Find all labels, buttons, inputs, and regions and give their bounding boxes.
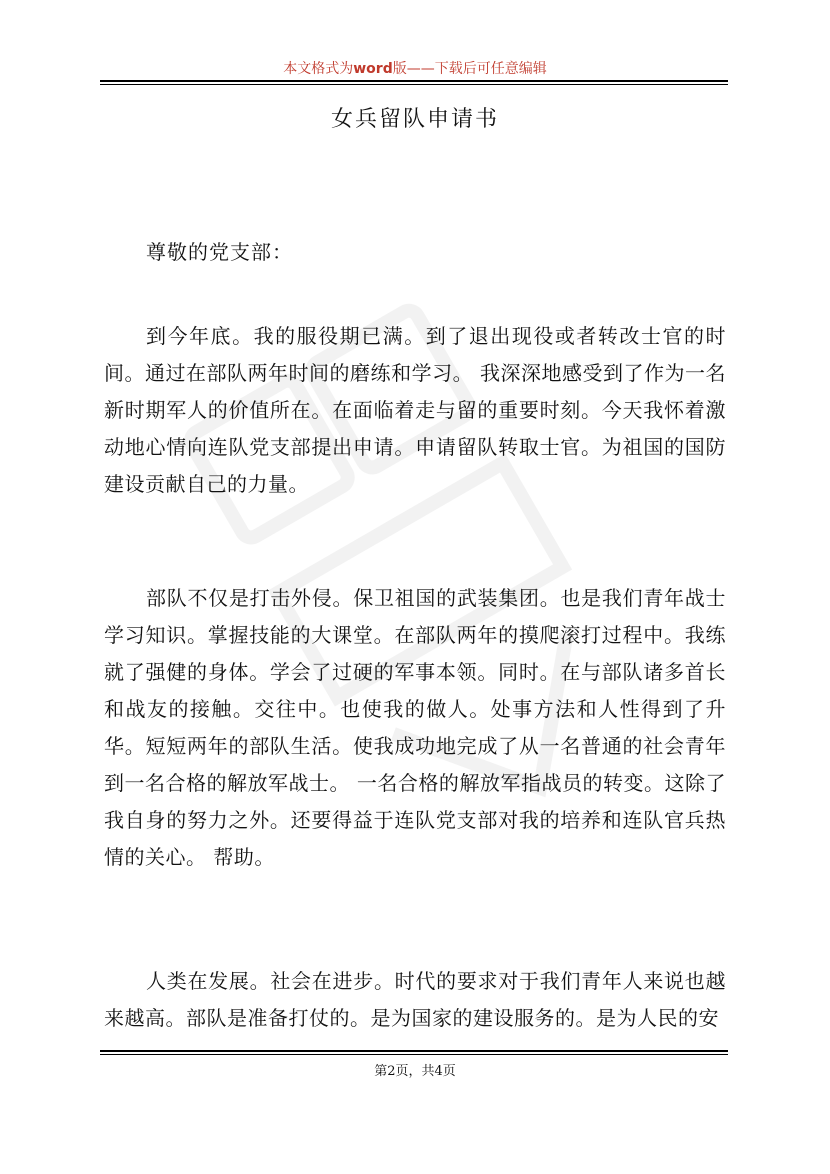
header-note-bold: word [353, 61, 393, 77]
paragraph-3: 人类在发展。社会在进步。时代的要求对于我们青年人来说也越来越高。部队是准备打仗的。是为国家的建设服务的。是为人民的安 [104, 969, 726, 1030]
header-note-suffix: 版——下载后可任意编辑 [392, 61, 547, 77]
salutation: 尊敬的党支部： [146, 240, 293, 264]
paragraph-1: 到今年底。我的服役期已满。到了退出现役或者转改士官的时间。通过在部队两年时间的磨练和学习。 我深深地感受到了作为一名新时期军人的价值所在。在面临着走与留的重要时刻。今天我怀着激动地心情向连队党支部提出申请。申请留队转取士官。为祖国的国防建设贡献自己的力量。 [104, 324, 726, 496]
document-title: 女兵留队申请书 [330, 107, 499, 132]
header-note-prefix: 本文格式为 [283, 61, 354, 77]
footer-rule [100, 1050, 728, 1052]
paragraph-2: 部队不仅是打击外侵。保卫祖国的武装集团。也是我们青年战士学习知识。掌握技能的大课堂。在部队两年的摸爬滚打过程中。我练就了强健的身体。学会了过硬的军事本领。同时。在与部队诸多首长和战友的接触。交往中。也使我的做人。处事方法和人性得到了升华。短短两年的部队生活。使我成功地完成了从一名普通的社会青年到一名合格的解放军战士。 一名合格的解放军指战员的转变。这除了我自身的努力之外。还要得益于连队党支部对我的培养和连队官兵热情的关心。 帮助。 [104, 586, 726, 869]
page-number: 第2页，共4页 [374, 1064, 456, 1079]
footer-rule-thin [100, 1054, 728, 1055]
